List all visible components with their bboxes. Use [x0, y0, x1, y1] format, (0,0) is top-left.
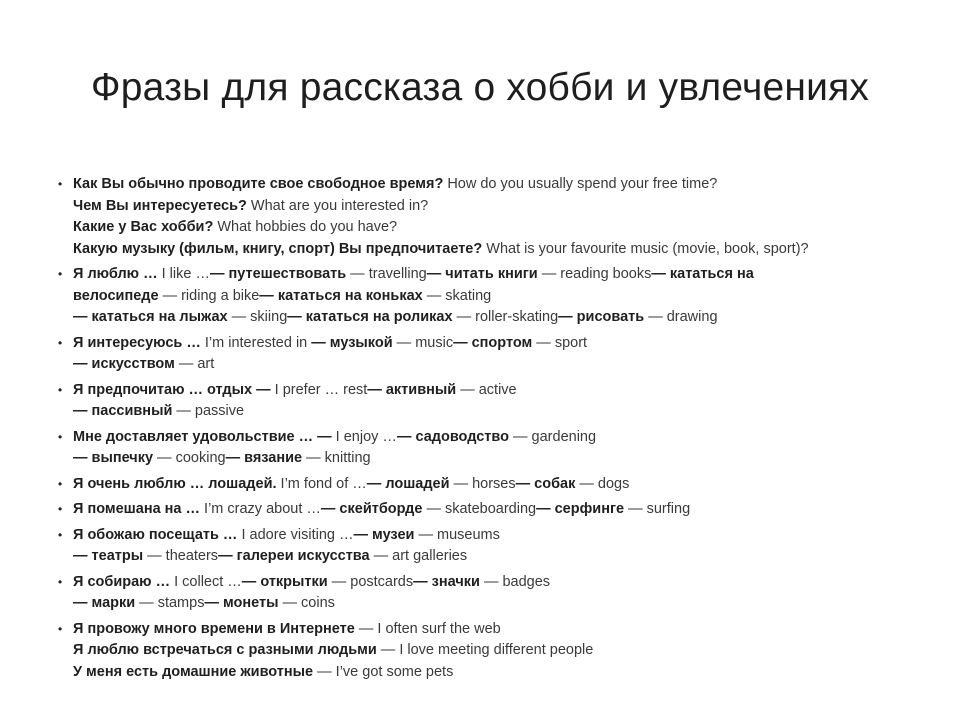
russian-phrase: Я провожу много времени в Интернете: [73, 620, 355, 637]
english-translation: — I’ve got some pets: [313, 663, 454, 680]
english-translation: I’m interested in: [200, 334, 312, 351]
list-item: [58, 380, 938, 423]
phrase-line: [73, 264, 938, 286]
russian-phrase: Я люблю …: [73, 266, 158, 282]
russian-phrase: Я люблю встречаться с разными людьми: [73, 642, 377, 658]
english-translation: — postcards: [327, 573, 414, 590]
russian-phrase: — открытки: [241, 573, 328, 590]
russian-phrase: — пассивный: [73, 403, 173, 419]
english-translation: — coins: [278, 595, 335, 611]
english-translation: — theaters: [143, 548, 219, 564]
list-item: [58, 572, 938, 615]
russian-phrase: — кататься на лыжах: [73, 309, 228, 325]
phrase-line: [73, 546, 938, 568]
english-translation: What is your favourite music (movie, book, sport)?: [482, 240, 809, 257]
english-translation: — skateboarding: [422, 501, 537, 517]
phrase-line: [73, 401, 938, 423]
phrase-list: [58, 174, 938, 687]
english-translation: — passive: [172, 403, 245, 419]
list-item: [58, 333, 938, 376]
english-translation: I like …: [157, 266, 210, 282]
russian-phrase: — музыкой: [311, 334, 393, 351]
english-translation: — art: [174, 356, 215, 372]
bullet-icon: •: [58, 621, 63, 636]
russian-phrase: — монеты: [204, 595, 279, 611]
russian-phrase: — читать книги: [426, 266, 538, 282]
english-translation: — horses: [449, 475, 516, 492]
russian-phrase: — активный: [367, 381, 457, 398]
russian-phrase: Я обожаю посещать …: [73, 526, 238, 543]
phrase-line: [73, 448, 938, 470]
phrase-line: [73, 239, 938, 261]
phrase-line: [73, 307, 938, 329]
phrase-line: [73, 662, 938, 684]
russian-phrase: — кататься на: [651, 266, 754, 282]
phrase-line: [73, 286, 938, 308]
russian-phrase: Я собираю …: [73, 573, 171, 590]
phrase-line: [73, 427, 938, 449]
english-translation: I’m fond of …: [276, 475, 367, 492]
english-translation: What are you interested in?: [246, 197, 429, 214]
phrase-line: [73, 619, 938, 641]
phrase-line: [73, 593, 938, 615]
russian-phrase: Мне доставляет удовольствие … —: [73, 428, 332, 445]
english-translation: I adore visiting …: [237, 526, 354, 543]
english-translation: — knitting: [302, 450, 371, 466]
english-translation: How do you usually spend your free time?: [443, 176, 718, 192]
english-translation: — badges: [479, 573, 551, 590]
russian-phrase: — кататься на роликах: [287, 309, 453, 325]
russian-phrase: Какую музыку (фильм, книгу, спорт) Вы предпочитаете?: [73, 240, 483, 257]
english-translation: — dogs: [575, 475, 630, 492]
english-translation: — museums: [414, 526, 500, 543]
list-item: [58, 525, 938, 568]
english-translation: I collect …: [170, 573, 242, 590]
russian-phrase: — значки: [413, 573, 480, 590]
russian-phrase: Какие у Вас хобби?: [73, 219, 214, 235]
list-item: [58, 174, 938, 260]
bullet-icon: •: [58, 382, 63, 397]
russian-phrase: Я помешана на …: [73, 501, 201, 517]
russian-phrase: — марки: [73, 595, 136, 611]
english-translation: I prefer … rest: [270, 381, 368, 398]
bullet-icon: •: [58, 502, 63, 516]
russian-phrase: — кататься на коньках: [259, 287, 423, 304]
english-translation: — drawing: [644, 309, 718, 325]
english-translation: — skiing: [227, 309, 288, 325]
phrase-line: [73, 174, 938, 196]
english-translation: — active: [456, 381, 517, 398]
phrase-line: [73, 354, 938, 376]
phrase-line: [73, 499, 938, 521]
russian-phrase: — рисовать: [558, 309, 645, 325]
english-translation: — riding a bike: [158, 287, 260, 304]
russian-phrase: Я предпочитаю … отдых —: [73, 381, 271, 398]
english-translation: — reading books: [537, 266, 652, 282]
phrase-line: [73, 474, 938, 496]
russian-phrase: велосипеде: [73, 287, 159, 304]
russian-phrase: — собак: [515, 475, 576, 492]
russian-phrase: — скейтборде: [320, 501, 423, 517]
english-translation: — I love meeting different people: [376, 642, 594, 658]
phrase-line: [73, 196, 938, 218]
list-item: [58, 264, 938, 329]
russian-phrase: — театры: [73, 548, 144, 564]
russian-phrase: — спортом: [453, 334, 533, 351]
bullet-icon: •: [58, 527, 63, 542]
english-translation: — I often surf the web: [354, 620, 501, 637]
russian-phrase: — лошадей: [366, 475, 450, 492]
russian-phrase: — садоводство: [396, 428, 509, 445]
english-translation: — sport: [532, 334, 588, 351]
phrase-line: [73, 333, 938, 355]
russian-phrase: — вязание: [225, 450, 303, 466]
slide-title: Фразы для рассказа о хобби и увлечениях: [90, 66, 870, 109]
phrase-line: [73, 380, 938, 402]
russian-phrase: Как Вы обычно проводите свое свободное время?: [73, 176, 444, 192]
russian-phrase: Я очень люблю … лошадей.: [73, 475, 277, 492]
english-translation: — travelling: [346, 266, 427, 282]
list-item: [58, 619, 938, 684]
english-translation: — cooking: [153, 450, 226, 466]
bullet-icon: •: [58, 476, 63, 491]
phrase-line: [73, 640, 938, 662]
phrase-line: [73, 217, 938, 239]
russian-phrase: — искусством: [73, 356, 175, 372]
english-translation: — surfing: [624, 501, 691, 517]
english-translation: — skating: [422, 287, 492, 304]
english-translation: — stamps: [135, 595, 205, 611]
english-translation: I enjoy …: [331, 428, 397, 445]
phrase-line: [73, 572, 938, 594]
list-item: [58, 474, 938, 496]
english-translation: I’m crazy about …: [200, 501, 321, 517]
phrase-line: [73, 525, 938, 547]
english-translation: — roller-skating: [452, 309, 559, 325]
bullet-icon: •: [58, 429, 63, 444]
english-translation: — art galleries: [369, 548, 468, 564]
english-translation: — gardening: [508, 428, 597, 445]
russian-phrase: — выпечку: [73, 450, 154, 466]
english-translation: — music: [392, 334, 454, 351]
russian-phrase: — музеи: [353, 526, 415, 543]
list-item: [58, 499, 938, 521]
bullet-icon: •: [58, 335, 63, 350]
english-translation: What hobbies do you have?: [213, 219, 398, 235]
bullet-icon: •: [58, 177, 63, 191]
russian-phrase: — путешествовать: [209, 266, 347, 282]
russian-phrase: — галереи искусства: [218, 548, 370, 564]
russian-phrase: У меня есть домашние животные: [73, 663, 314, 680]
list-item: [58, 427, 938, 470]
russian-phrase: Я интересуюсь …: [73, 334, 201, 351]
bullet-icon: •: [58, 574, 63, 589]
bullet-icon: •: [58, 267, 63, 281]
russian-phrase: Чем Вы интересуетесь?: [73, 197, 247, 214]
russian-phrase: — серфинге: [536, 501, 625, 517]
